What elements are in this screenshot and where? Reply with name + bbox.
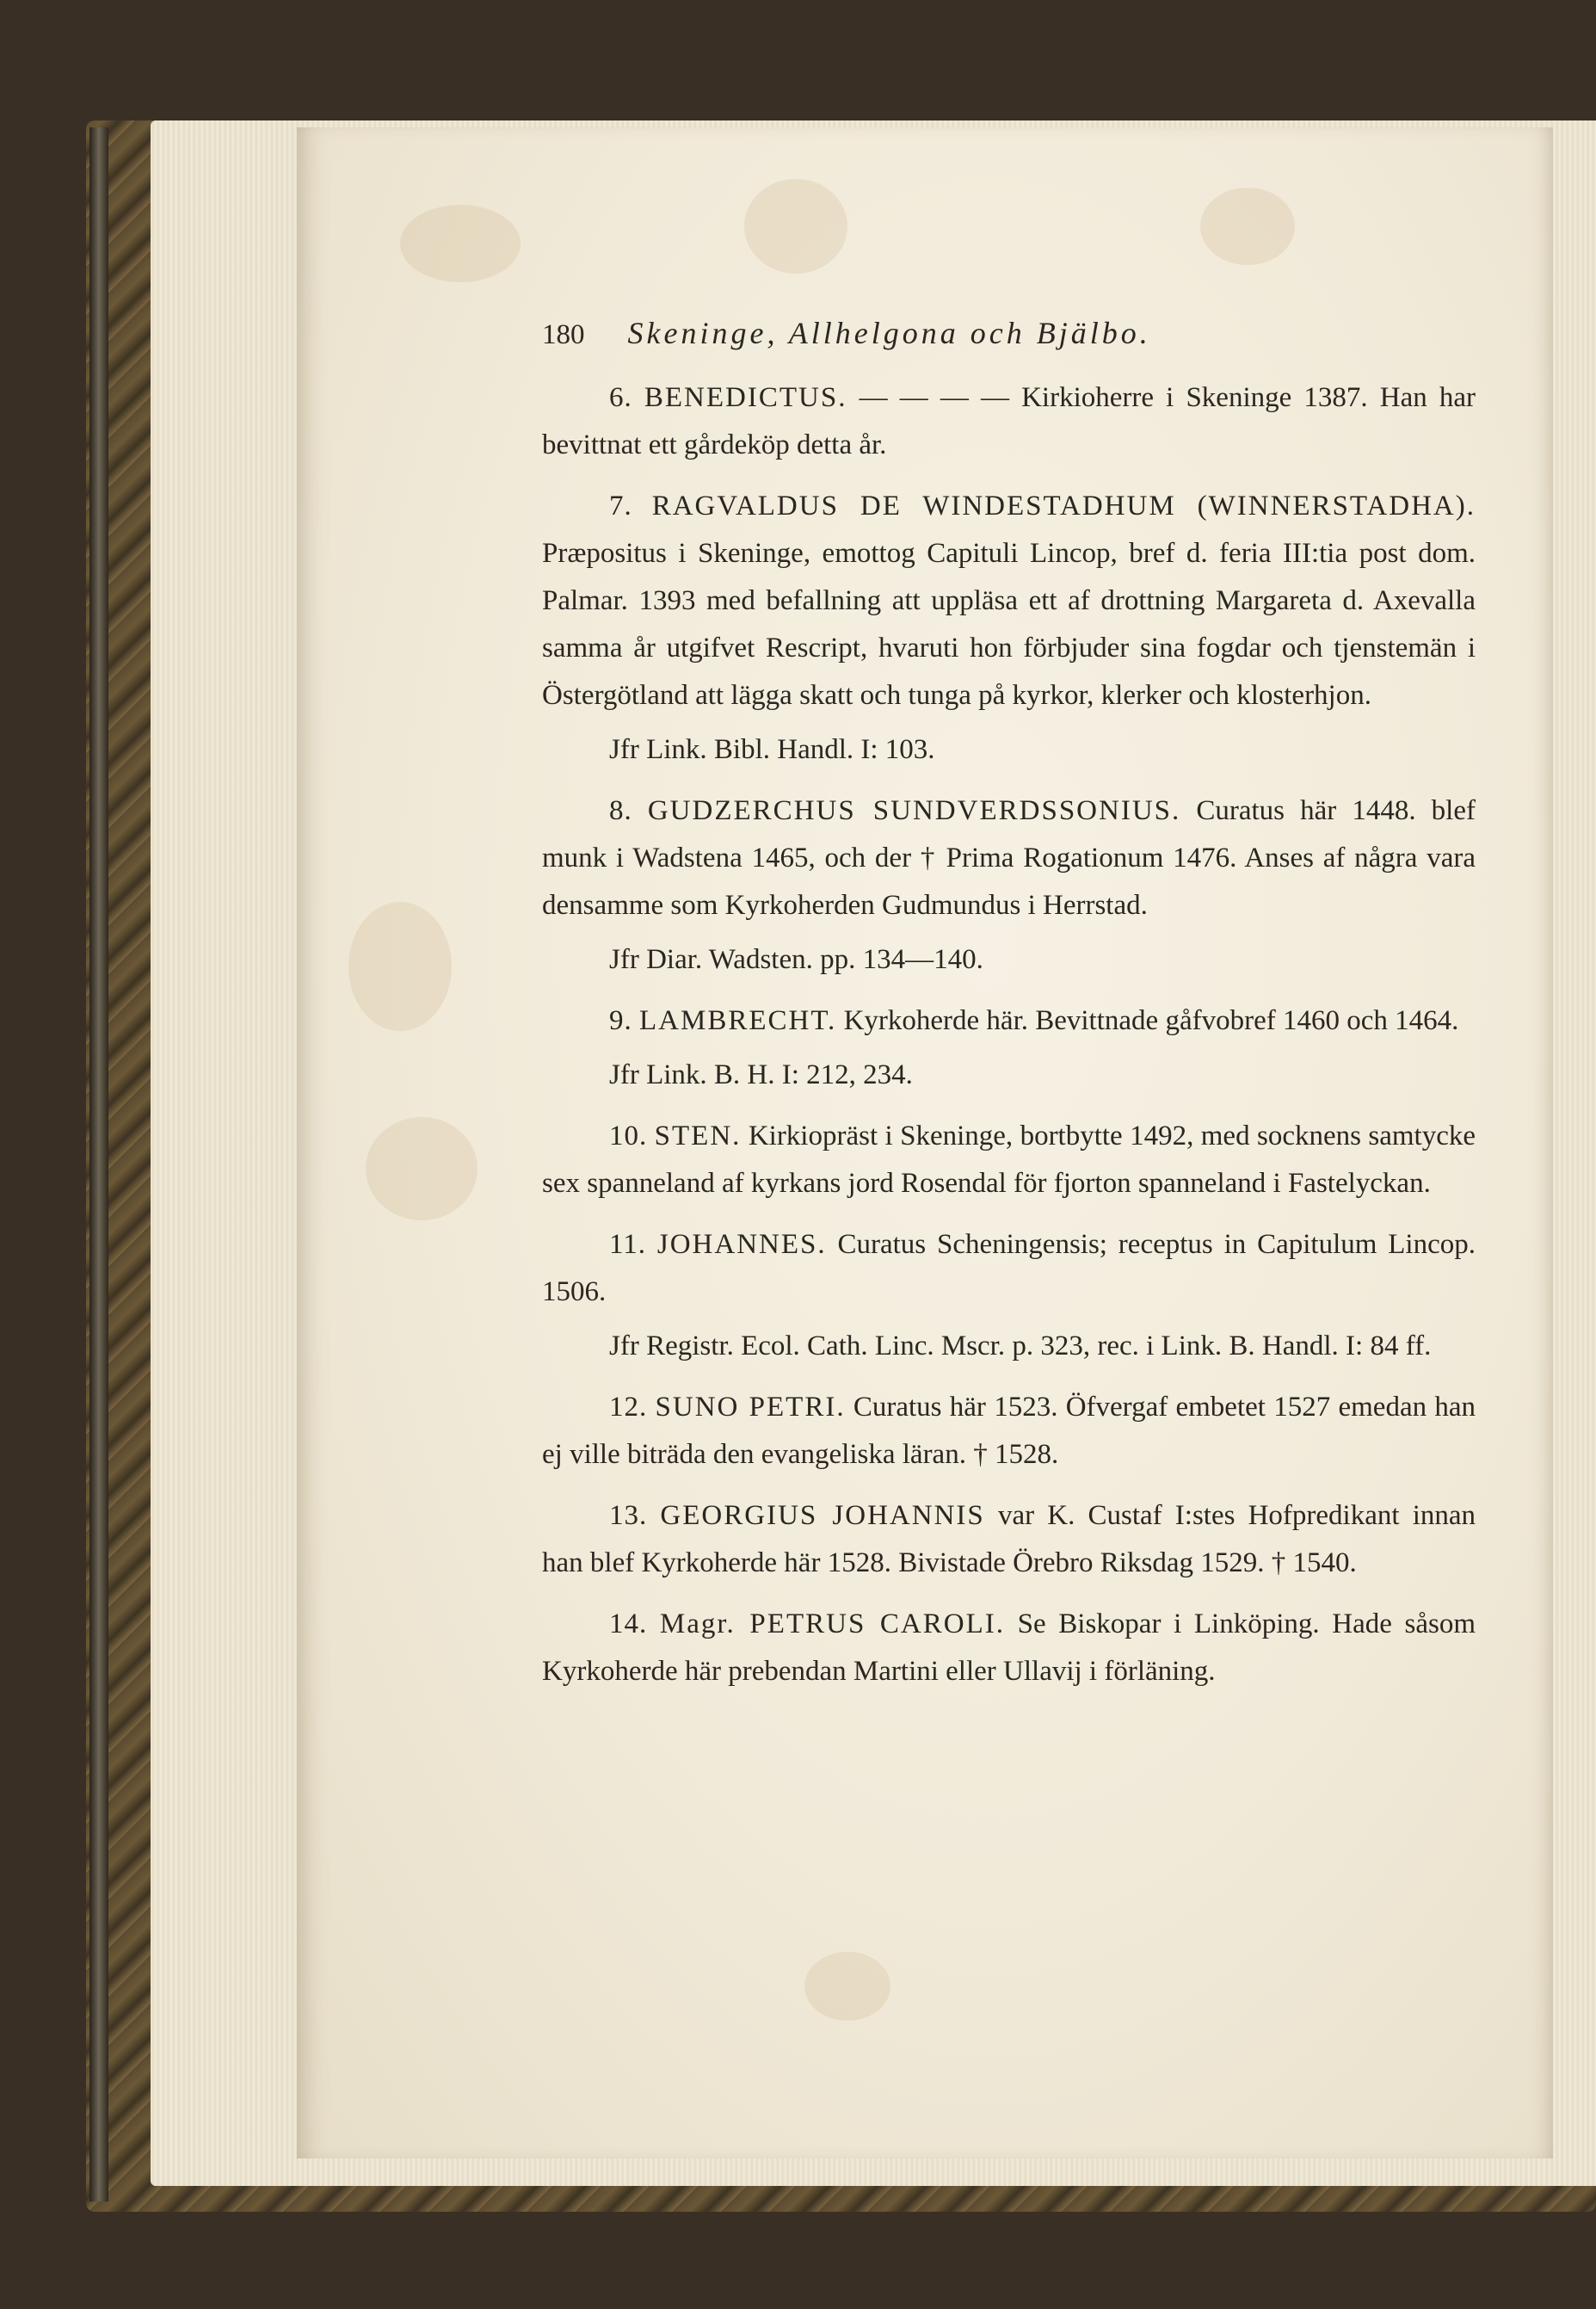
entry-text: Se Biskopar i Linköping. Hade såsom Kyrkoherde här prebendan Martini eller Ullavij i förläning.: [542, 1608, 1476, 1687]
entry-text: Curatus Scheningensis; receptus in Capitulum Lincop. 1506.: [542, 1229, 1476, 1307]
entry-text: Curatus här 1523. Öfvergaf embetet 1527 emedan han ej ville biträda den evangeliska läran. † 1528.: [542, 1392, 1476, 1470]
foxing-stain: [366, 1117, 478, 1220]
entry-reference: Jfr Link. Bibl. Handl. I: 103.: [609, 734, 935, 765]
entry-reference: Jfr Link. B. H. I: 212, 234.: [609, 1059, 913, 1090]
entry-reference: Jfr Registr. Ecol. Cath. Linc. Mscr. p. 323, rec. i Link. B. Handl. I: 84 ff.: [609, 1330, 1432, 1361]
cover-edge: [89, 127, 108, 2201]
running-title: Skeninge, Allhelgona och Bjälbo.: [627, 316, 1151, 350]
entry-text: Kyrkoherde här. Bevittnade gåfvobref 1460 och 1464.: [843, 1005, 1459, 1036]
entry-text: Kirkiopräst i Skeninge, bortbytte 1492, med socknens samtycke sex spanneland af kyrkans jord Rosendal för fjorton spanneland i Fastelyckan.: [542, 1121, 1476, 1199]
entry-name: GUDZERCHUS SUNDVERDSSONIUS.: [647, 795, 1181, 826]
foxing-stain: [1200, 188, 1295, 265]
foxing-stain: [400, 205, 521, 282]
foxing-stain: [804, 1952, 890, 2021]
entry-text: — — — — Kirkioherre i Skeninge 1387. Han har bevittnat ett gårdeköp detta år.: [542, 382, 1476, 460]
foxing-stain: [744, 179, 847, 274]
entry-name: SUNO PETRI.: [655, 1392, 846, 1423]
entry-7: [542, 483, 1476, 774]
entry-number: 11.: [609, 1229, 647, 1260]
entry-number: 8.: [609, 795, 632, 826]
entry-number: 7.: [609, 491, 632, 522]
entry-text: var K. Custaf I:stes Hofpredikant innan han blef Kyrkoherde här 1528. Bivistade Örebro Riksdag 1529. † 1540.: [542, 1500, 1476, 1578]
entry-number: 13.: [609, 1500, 648, 1531]
entry-10: [542, 1113, 1476, 1207]
entry-name: RAGVALDUS DE WINDESTADHUM (WINNERSTADHA).: [651, 491, 1476, 522]
foxing-stain: [348, 902, 452, 1031]
entry-8: [542, 787, 1476, 984]
entry-text: Curatus här 1448. blef munk i Wadstena 1465, och der † Prima Rogationum 1476. Anses af några vara densamme som Kyrkoherden Gudmundus i Herrstad.: [542, 795, 1476, 921]
entry-number: 9.: [609, 1005, 632, 1036]
entry-11: [542, 1221, 1476, 1370]
entry-reference: Jfr Diar. Wadsten. pp. 134—140.: [609, 944, 983, 975]
entry-name: JOHANNES.: [656, 1229, 827, 1260]
entry-name: STEN.: [654, 1121, 742, 1151]
entry-12: [542, 1384, 1476, 1479]
page-header: [542, 310, 1476, 359]
entry-number: 14.: [609, 1608, 648, 1639]
entry-name: GEORGIUS JOHANNIS: [660, 1500, 985, 1531]
page-text: [542, 310, 1476, 1709]
entry-number: 12.: [609, 1392, 648, 1423]
entry-name: LAMBRECHT.: [639, 1005, 837, 1036]
entry-13: [542, 1492, 1476, 1587]
entry-number: 10.: [609, 1121, 648, 1151]
entry-name: BENEDICTUS.: [644, 382, 847, 413]
entry-14: [542, 1601, 1476, 1695]
entry-text: Præpositus i Skeninge, emottog Capituli Lincop, bref d. feria III:tia post dom. Palmar. 1393 med befallning att uppläsa ett af drottning Margareta d. Axevalla samma år utgifvet Rescript, hvaruti hon förbjuder sina fogdar och tjenstemän i Östergötland att lägga skatt och tunga på kyrkor, klerker och klosterhjon.: [542, 538, 1476, 711]
entry-6: [542, 374, 1476, 469]
entry-name: Magr. PETRUS CAROLI.: [659, 1608, 1006, 1639]
entry-9: [542, 997, 1476, 1099]
entry-number: 6.: [609, 382, 632, 413]
page-number: 180: [542, 319, 585, 350]
